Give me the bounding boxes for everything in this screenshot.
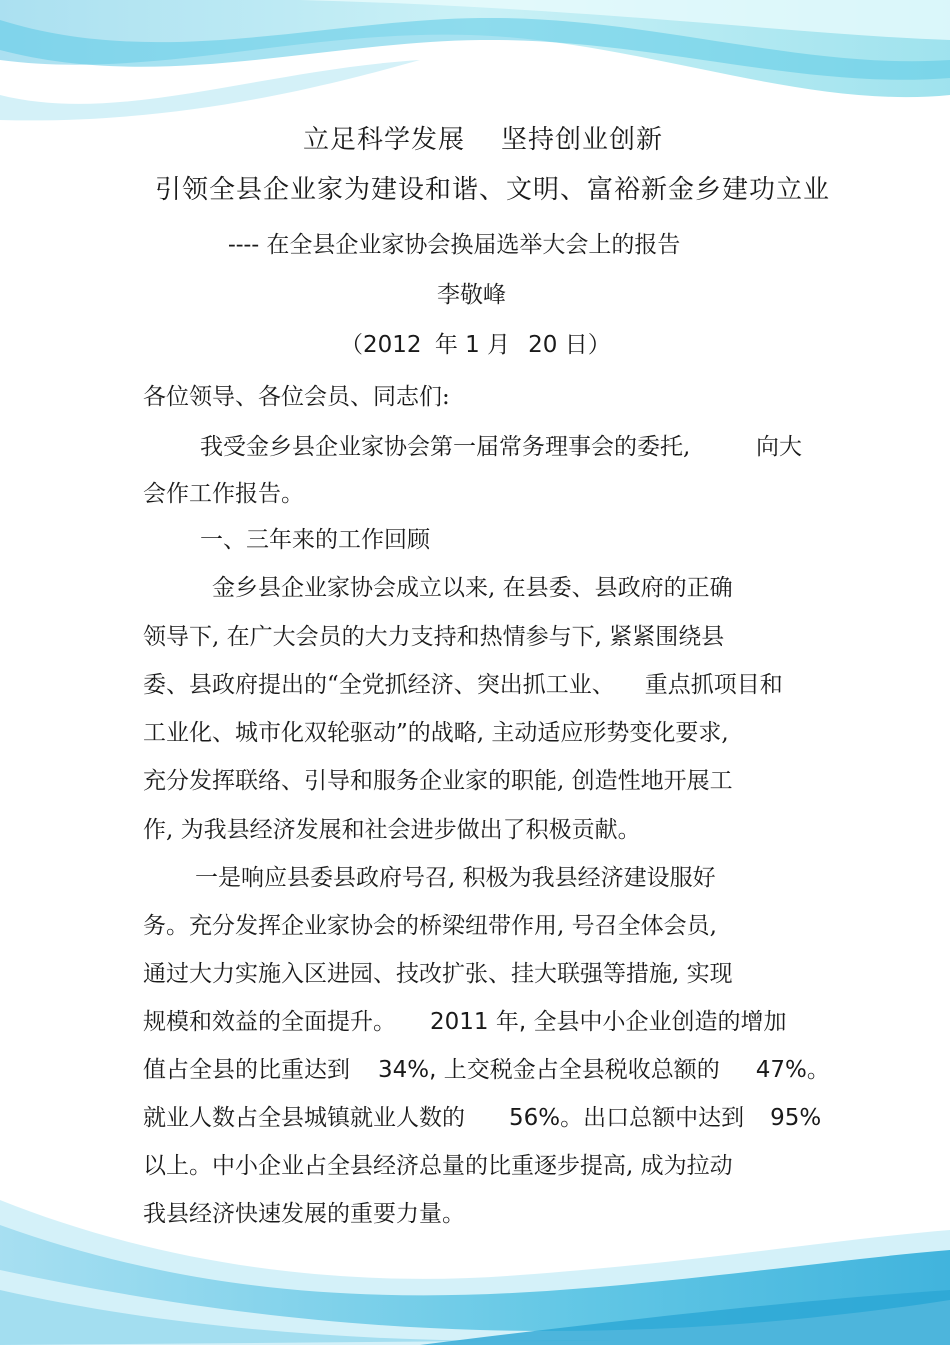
paragraph-line: 作, 为我县经济发展和社会进步做出了积极贡献。 — [143, 817, 641, 843]
salutation: 各位领导、各位会员、同志们: — [143, 384, 450, 410]
title-part-1: 立足科学发展 — [303, 125, 466, 155]
title-part-2: 坚持创业创新 — [501, 125, 664, 155]
title-line-1 — [303, 125, 663, 155]
paragraph-line: 金乡县企业家协会成立以来, 在县委、县政府的正确 — [212, 575, 733, 601]
paragraph-line: 值占全县的比重达到 34%, 上交税金占全县税收总额的 47%。 — [143, 1057, 830, 1083]
intro-line-1a: 我受金乡县企业家协会第一届常务理事会的委托, — [200, 434, 691, 460]
paragraph-line: 领导下, 在广大会员的大力支持和热情参与下, 紧紧围绕县 — [143, 624, 725, 650]
paragraph-line: 委、县政府提出的“全党抓经济、突出抓工业、 重点抓项目和 — [143, 672, 783, 698]
paragraph-line: 一是响应县委县政府号召, 积极为我县经济建设服好 — [195, 865, 716, 891]
paragraph-line: 务。充分发挥企业家协会的桥梁纽带作用, 号召全体会员, — [143, 913, 717, 939]
paragraph-line: 通过大力实施入区进园、技改扩张、挂大联强等措施, 实现 — [143, 961, 733, 987]
paragraph-line: 以上。中小企业占全县经济总量的比重逐步提高, 成为拉动 — [143, 1153, 733, 1179]
section-heading: 一、三年来的工作回顾 — [200, 527, 430, 553]
intro-line-1b: 向大 — [756, 434, 802, 460]
author-name: 李敬峰 — [437, 282, 506, 308]
paragraph-line: 工业化、城市化双轮驱动”的战略, 主动适应形势变化要求, — [143, 720, 729, 746]
paragraph-line: 就业人数占全县城镇就业人数的 56%。出口总额中达到 95% — [143, 1105, 822, 1131]
intro-line-2: 会作工作报告。 — [143, 481, 304, 507]
paragraph-line: 我县经济快速发展的重要力量。 — [143, 1201, 465, 1227]
report-date: （2012 年 1 月 20 日） — [340, 332, 611, 358]
report-subtitle: ---- 在全县企业家协会换届选举大会上的报告 — [228, 232, 681, 258]
title-line-2: 引领全县企业家为建设和谐、文明、富裕新金乡建功立业 — [155, 175, 831, 205]
paragraph-line: 规模和效益的全面提升。 2011 年, 全县中小企业创造的增加 — [143, 1009, 787, 1035]
paragraph-line: 充分发挥联络、引导和服务企业家的职能, 创造性地开展工 — [143, 768, 733, 794]
